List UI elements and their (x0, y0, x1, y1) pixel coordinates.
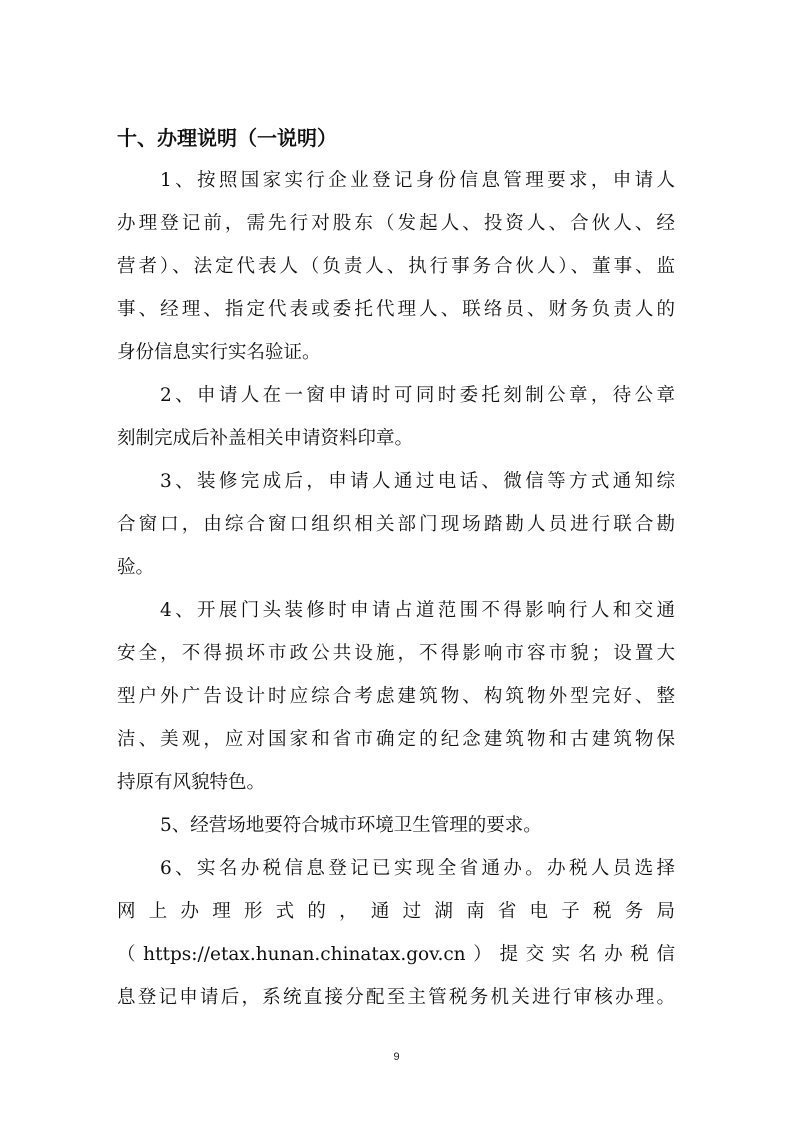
paragraph-5-line-1: 5、经营场地要符合城市环境卫生管理的要求。 (160, 815, 542, 836)
paragraph-1-line-1: 1、按照国家实行企业登记身份信息管理要求，申请人 (160, 170, 675, 191)
paragraph-6-line-4: 息登记申请后，系统直接分配至主管税务机关进行审核办理。 (117, 987, 675, 1008)
paragraph-6-line-3: （https://etax.hunan.chinatax.gov.cn）提交实名办税信 (117, 944, 675, 965)
paragraph-6-line-2: 网上办理形式的，通过湖南省电子税务局 (117, 901, 675, 922)
paragraph-6-line-1: 6、实名办税信息登记已实现全省通办。办税人员选择 (160, 858, 675, 879)
paragraph-4-line-5: 持原有风貌特色。 (117, 772, 266, 793)
paragraph-1-line-2: 办理登记前，需先行对股东（发起人、投资人、合伙人、经 (117, 213, 675, 234)
paragraph-3-line-1: 3、装修完成后，申请人通过电话、微信等方式通知综 (160, 471, 675, 492)
paragraph-3-line-2: 合窗口，由综合窗口组织相关部门现场踏勘人员进行联合勘 (117, 514, 675, 535)
paragraph-1-line-3: 营者）、法定代表人（负责人、执行事务合伙人）、董事、监 (117, 256, 675, 277)
paragraph-4-line-3: 型户外广告设计时应综合考虑建筑物、构筑物外型完好、整 (117, 686, 675, 707)
paragraph-4-line-2: 安全，不得损坏市政公共设施，不得影响市容市貌；设置大 (117, 643, 675, 664)
paragraph-1-line-4: 事、经理、指定代表或委托代理人、联络员、财务负责人的 (117, 299, 675, 320)
paragraph-1-line-5: 身份信息实行实名验证。 (117, 342, 321, 363)
paragraph-3-line-3: 验。 (117, 557, 155, 578)
page-number: 9 (393, 1051, 400, 1063)
paragraph-4-line-1: 4、开展门头装修时申请占道范围不得影响行人和交通 (160, 600, 675, 621)
paragraph-4-line-4: 洁、美观，应对国家和省市确定的纪念建筑物和古建筑物保 (117, 729, 675, 750)
paragraph-2-line-2: 刻制完成后补盖相关申请资料印章。 (117, 428, 414, 449)
paragraph-2-line-1: 2、申请人在一窗申请时可同时委托刻制公章，待公章 (160, 385, 675, 406)
section-heading: 十、办理说明（一说明） (117, 126, 337, 150)
